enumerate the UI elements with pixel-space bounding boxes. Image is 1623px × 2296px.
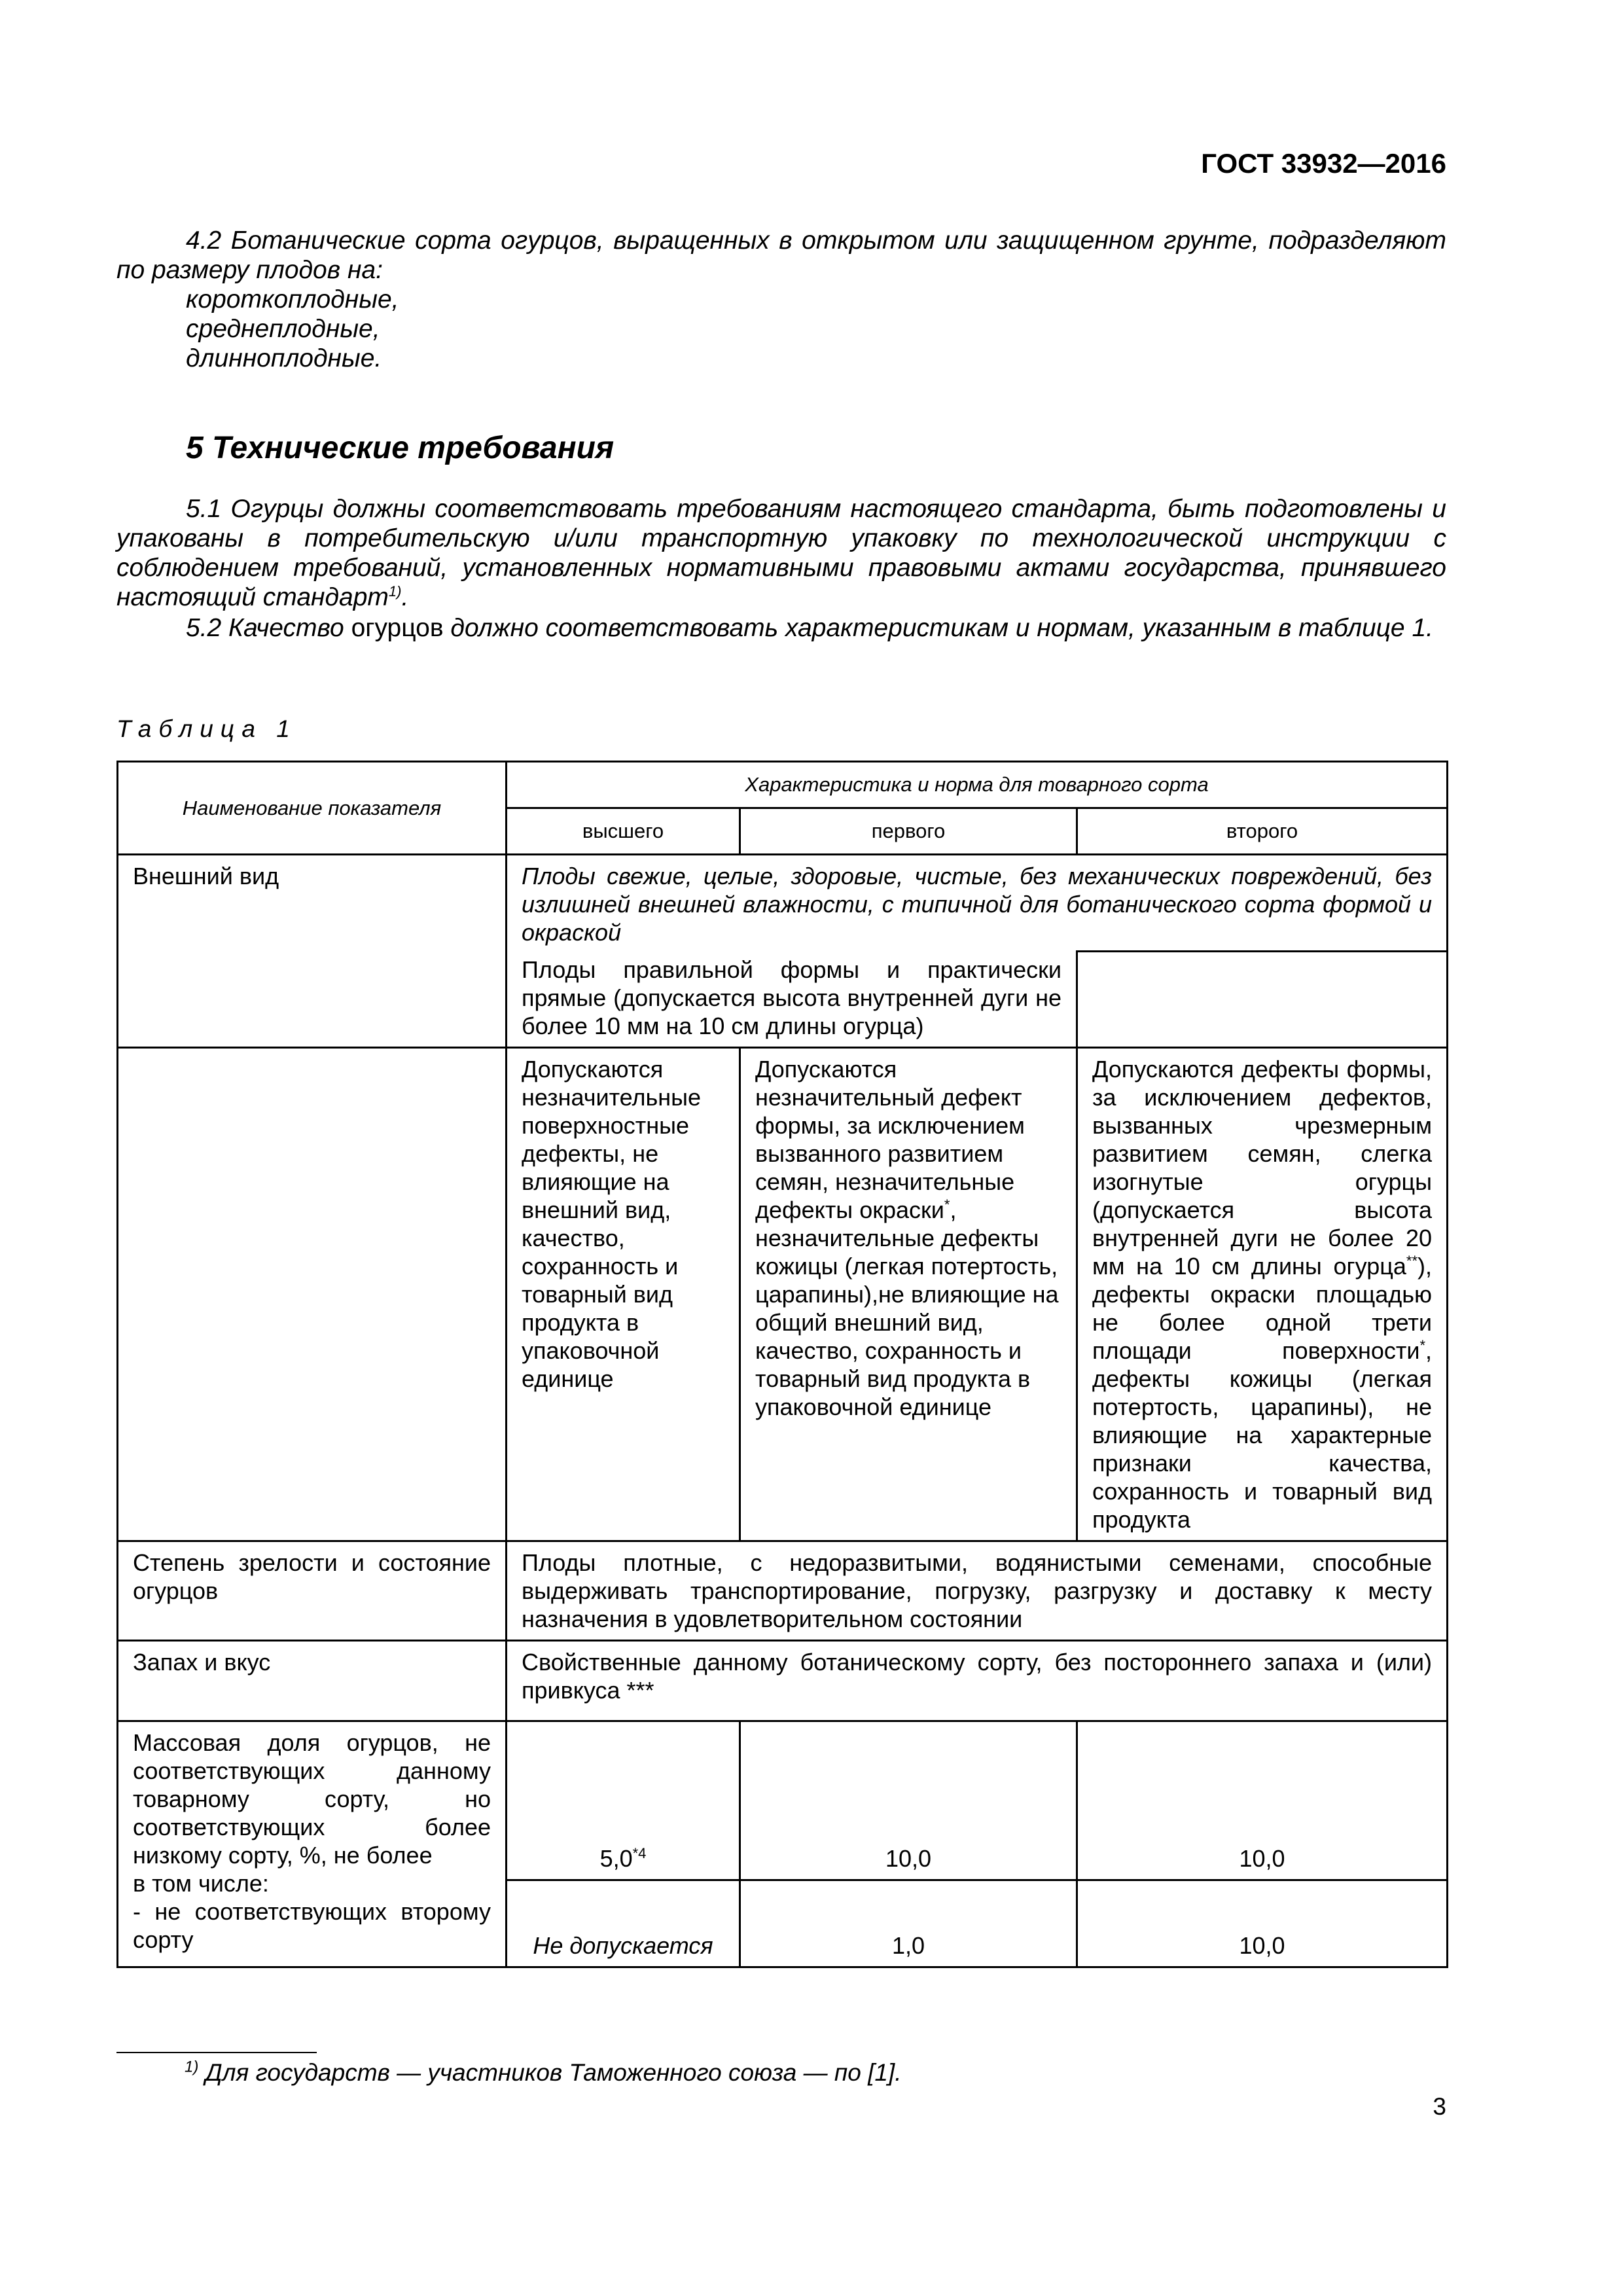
header-grade-top: высшего bbox=[507, 808, 740, 855]
header-grade-first: первого bbox=[740, 808, 1077, 855]
row-appearance-shape: Плоды правильной формы и практически прямые (допускается высота внутренней дуги не более 10 мм на 10 см длины огурца) bbox=[507, 952, 1077, 1048]
paragraph-5-1: 5.1 Огурцы должны соответствовать требованиям настоящего стандарта, быть подготовлены и упакованы в потребительскую и/или транспортную упаковку по технологической инструкции с соблюдением требований, установленных нормативными правовыми актами государства, принявшего настоящий стандарт$^{1)}$. bbox=[116, 495, 1446, 611]
requirements-table bbox=[116, 761, 1448, 1968]
row-not-second-second: 10,0 bbox=[1077, 1880, 1448, 1967]
paragraph-4-2: 4.2 Ботанические сорта огурцов, выращенных в открытом или защищенном грунте, подразделяют по размеру плодов на: bbox=[116, 226, 1446, 284]
row-not-second-first: 1,0 bbox=[740, 1880, 1077, 1967]
row-smell-name: Запах и вкус bbox=[118, 1640, 507, 1721]
list-item: короткоплодные, bbox=[186, 285, 399, 314]
row-defects-second: Допускаются дефекты формы, за исключением дефектов, вызванных чрезмерным развитием семян, слегка изогнутые огурцы (допускается высота внутренней дуги не более 20 мм на 10 см длины огурца**), дефекты окраски площадью не более одной трети площади поверхности*, дефекты кожицы (легкая потертость, царапины), не влияющие на характерные признаки качества, сохранность и товарный вид продукта bbox=[1077, 1047, 1448, 1541]
header-name: Наименование показателя bbox=[118, 762, 507, 855]
row-mass-share-second: 10,0 bbox=[1077, 1721, 1448, 1880]
row-smell-value: Свойственные данному ботаническому сорту, без постороннего запаха и (или) привкуса *** bbox=[507, 1640, 1448, 1721]
row-defects-top: Допускаются незначительные поверхностные дефекты, не влияющие на внешний вид, качество, сохранность и товарный вид продукта в упаковочной единице bbox=[507, 1047, 740, 1541]
list-item: среднеплодные, bbox=[186, 315, 380, 343]
footnote-divider bbox=[116, 2052, 317, 2053]
row-defects-first: Допускаются незначительный дефект формы, за исключением вызванного развитием семян, незначительные дефекты окраски*, незначительные дефекты кожицы (легкая потертость, царапины),не влияющие на общий внешний вид, качество, сохранность и товарный вид продукта в упаковочной единице bbox=[740, 1047, 1077, 1541]
section-title: 5 Технические требования bbox=[186, 431, 615, 465]
row-mass-share-name: Массовая доля огурцов, не соответствующих данному товарному сорту, но соответствующих более низкому сорту, %, не более в том числе: - не соответствующих второму сорту bbox=[118, 1721, 507, 1967]
page-number: 3 bbox=[1433, 2093, 1446, 2120]
row-ripeness-value: Плоды плотные, с недоразвитыми, водянистыми семенами, способные выдерживать транспортирование, погрузку, разгрузку и доставку к месту назначения в удовлетворительном состоянии bbox=[507, 1541, 1448, 1640]
row-ripeness-name: Степень зрелости и состояние огурцов bbox=[118, 1541, 507, 1640]
row-appearance-all: Плоды свежие, целые, здоровые, чистые, без механических повреждений, без излишней внешней влажности, с типичной для ботанического сорта формой и окраской bbox=[507, 855, 1448, 952]
header-characteristic: Характеристика и норма для товарного сорта bbox=[507, 762, 1448, 808]
table-caption: Таблица 1 bbox=[116, 715, 297, 742]
list-item: длинноплодные. bbox=[186, 344, 382, 372]
footnote: $^{1)}$ Для государств — участников Таможенного союза — по [1]. bbox=[185, 2058, 902, 2086]
row-appearance-empty bbox=[1077, 952, 1448, 1048]
row-defects-name bbox=[118, 1047, 507, 1541]
row-not-second-top: Не допускается bbox=[507, 1880, 740, 1967]
row-mass-share-first: 10,0 bbox=[740, 1721, 1077, 1880]
header-grade-second: второго bbox=[1077, 808, 1448, 855]
row-mass-share-top: 5,0$^{*4}$ bbox=[507, 1721, 740, 1880]
row-appearance-name: Внешний вид bbox=[118, 855, 507, 1048]
doc-code: ГОСТ 33932—2016 bbox=[1201, 148, 1446, 179]
paragraph-5-2: 5.2 Качество огурцов должно соответствовать характеристикам и нормам, указанным в таблице 1. bbox=[186, 614, 1433, 642]
